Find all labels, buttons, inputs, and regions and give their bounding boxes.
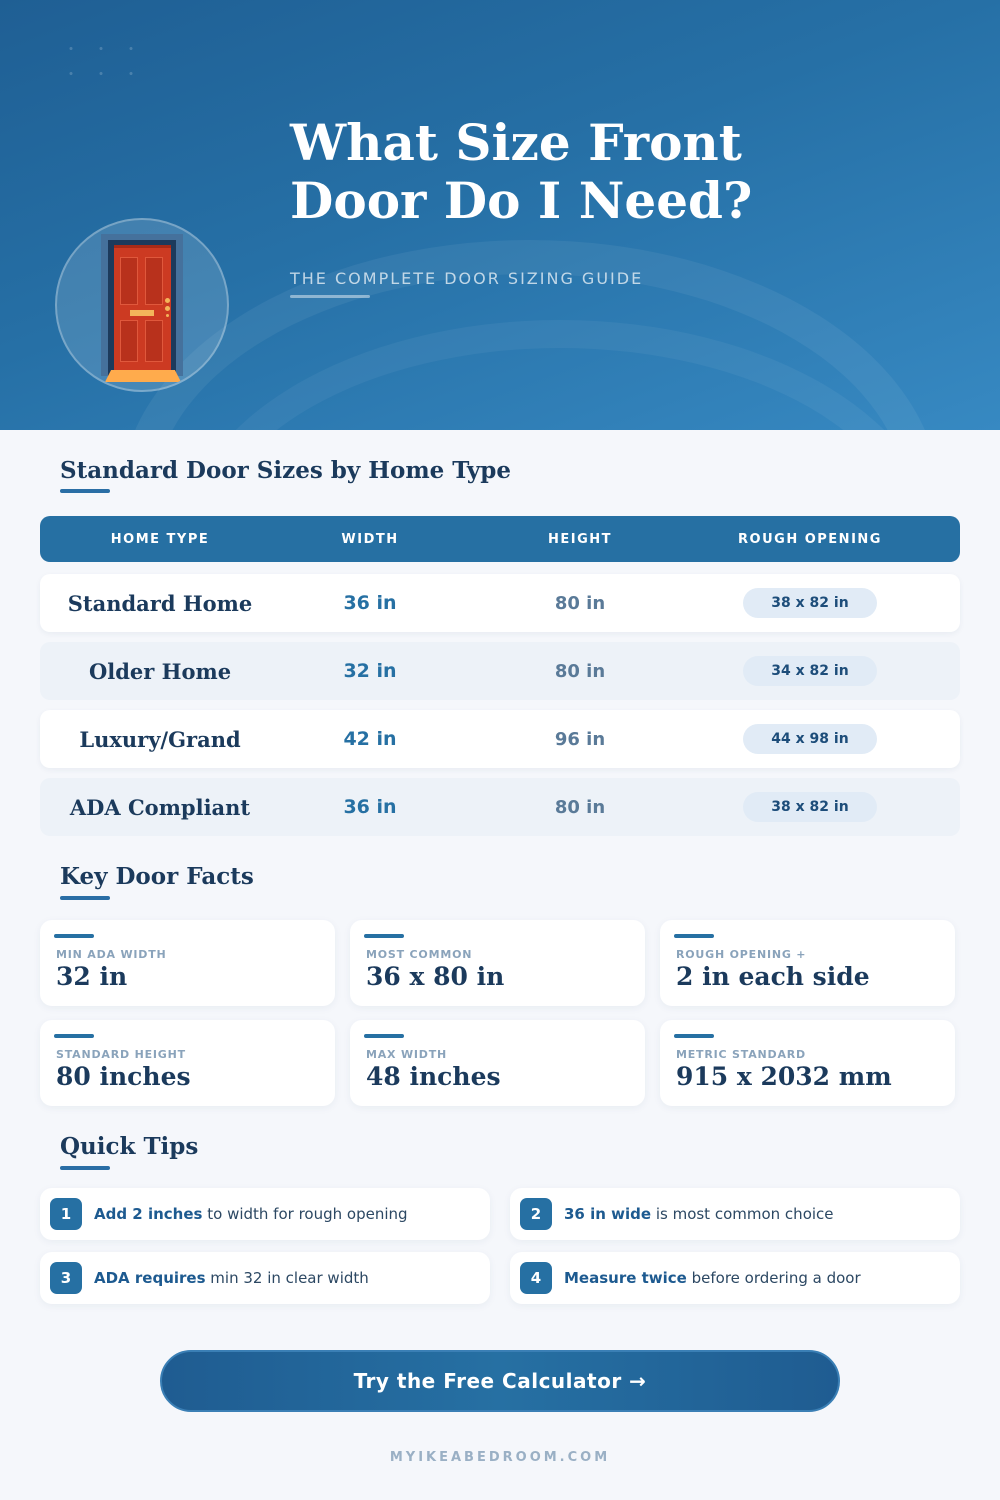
fact-label: METRIC STANDARD [676, 1048, 806, 1061]
fact-label: STANDARD HEIGHT [56, 1048, 186, 1061]
site-footer: MYIKEABEDROOM.COM [389, 1450, 611, 1465]
section-underline [60, 489, 110, 493]
home-type-cell: Luxury/Grand [79, 726, 241, 752]
page-title: What Size Front Door Do I Need? [290, 113, 753, 230]
fact-value: 48 inches [366, 1062, 501, 1091]
fact-card-max-width [350, 1020, 645, 1106]
free-calculator-button[interactable]: Try the Free Calculator → [160, 1350, 840, 1412]
section-underline [60, 896, 110, 900]
table-row [40, 710, 960, 768]
dot-pattern [56, 36, 156, 92]
column-header-width: WIDTH [341, 531, 399, 547]
width-cell: 42 in [343, 728, 397, 750]
fact-value: 80 inches [56, 1062, 191, 1091]
fact-value: 2 in each side [676, 962, 870, 991]
tip-item: 1 Add 2 inches to width for rough opening [40, 1188, 490, 1240]
section-title-tips: Quick Tips [60, 1133, 199, 1160]
rough-opening-badge: 34 x 82 in [743, 656, 877, 686]
mail-slot-icon [130, 310, 154, 316]
home-type-cell: Standard Home [67, 590, 253, 616]
table-row [40, 642, 960, 700]
table-header [40, 516, 960, 562]
fact-label: MIN ADA WIDTH [56, 948, 167, 961]
width-cell: 32 in [343, 660, 397, 682]
section-title-sizes: Standard Door Sizes by Home Type [60, 457, 511, 484]
fact-label: MAX WIDTH [366, 1048, 448, 1061]
door-knob-icon [165, 298, 170, 303]
tip-item: 4 Measure twice before ordering a door [510, 1252, 960, 1304]
width-cell: 36 in [343, 796, 397, 818]
fact-value: 915 x 2032 mm [676, 1062, 892, 1091]
table-row [40, 778, 960, 836]
section-title-facts: Key Door Facts [60, 863, 254, 890]
height-cell: 80 in [554, 796, 606, 818]
tip-number-badge: 4 [520, 1262, 552, 1294]
rough-opening-badge: 44 x 98 in [743, 724, 877, 754]
width-cell: 36 in [343, 592, 397, 614]
fact-card-most-common [350, 920, 645, 1006]
subtitle-underline [290, 295, 370, 298]
table-row [40, 574, 960, 632]
home-type-cell: Older Home [88, 658, 232, 684]
fact-card-metric-standard [660, 1020, 955, 1106]
column-header-home-type: HOME TYPE [110, 531, 210, 547]
door-icon [114, 245, 171, 370]
fact-card-rough-opening [660, 920, 955, 1006]
fact-card-standard-height [40, 1020, 335, 1106]
column-header-rough-opening: ROUGH OPENING [738, 531, 882, 547]
tip-item: 3 ADA requires min 32 in clear width [40, 1252, 490, 1304]
rough-opening-badge: 38 x 82 in [743, 588, 877, 618]
fact-value: 36 x 80 in [366, 962, 505, 991]
fact-card-min-ada-width [40, 920, 335, 1006]
column-header-height: HEIGHT [547, 531, 612, 547]
tip-number-badge: 1 [50, 1198, 82, 1230]
fact-label: MOST COMMON [366, 948, 473, 961]
tip-number-badge: 3 [50, 1262, 82, 1294]
doormat-icon [105, 370, 181, 382]
height-cell: 80 in [554, 660, 606, 682]
tip-number-badge: 2 [520, 1198, 552, 1230]
fact-label: ROUGH OPENING + [676, 948, 807, 961]
page-subtitle: THE COMPLETE DOOR SIZING GUIDE [290, 269, 644, 288]
height-cell: 96 in [554, 728, 606, 750]
home-type-cell: ADA Compliant [69, 794, 251, 820]
tip-item: 2 36 in wide is most common choice [510, 1188, 960, 1240]
hero-banner [0, 0, 1000, 430]
section-underline [60, 1166, 110, 1170]
height-cell: 80 in [554, 592, 606, 614]
rough-opening-badge: 38 x 82 in [743, 792, 877, 822]
front-door-icon [55, 218, 229, 392]
fact-value: 32 in [56, 962, 128, 991]
